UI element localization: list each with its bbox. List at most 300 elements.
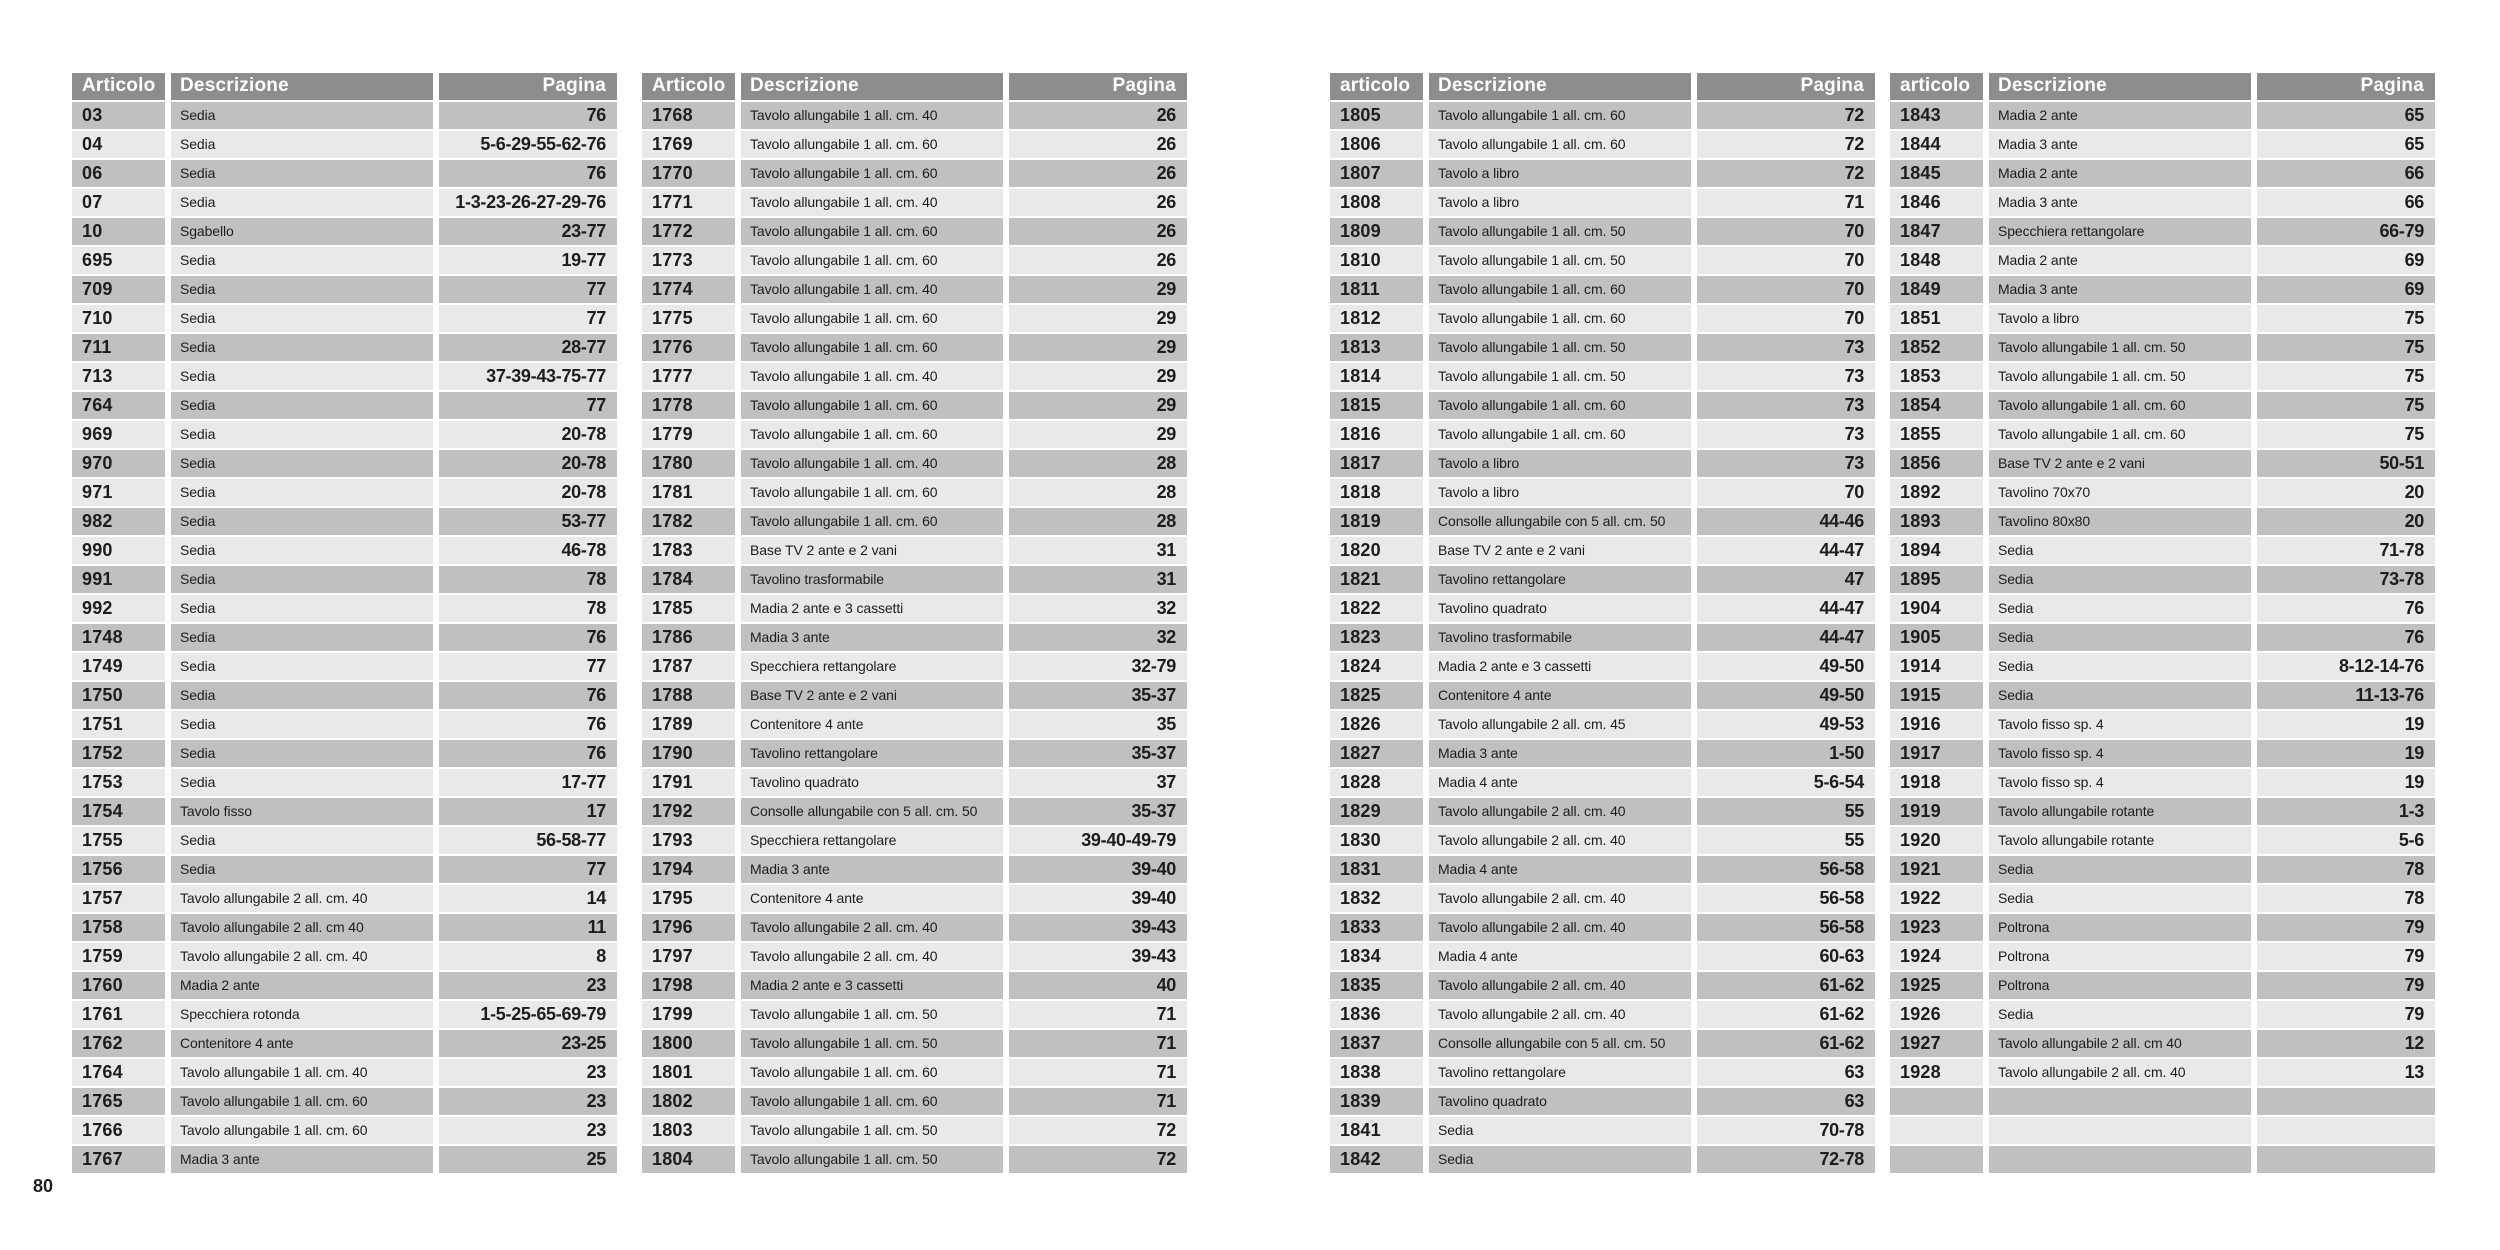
cell-descrizione: Madia 3 ante (171, 1146, 433, 1173)
cell-articolo: 1775 (642, 305, 735, 332)
cell-descrizione: Tavolo allungabile 1 all. cm. 60 (741, 247, 1003, 274)
cell-descrizione: Sedia (171, 363, 433, 390)
cell-descrizione: Madia 3 ante (741, 624, 1003, 651)
cell-articolo: 1771 (642, 189, 735, 216)
cell-descrizione: Poltrona (1989, 943, 2251, 970)
cell-pagina: 78 (439, 595, 617, 622)
cell-descrizione: Tavolo allungabile 1 all. cm. 60 (171, 1117, 433, 1144)
cell-descrizione: Tavolo allungabile 1 all. cm. 50 (741, 1030, 1003, 1057)
cell-descrizione: Poltrona (1989, 972, 2251, 999)
cell-descrizione: Tavolo allungabile 1 all. cm. 40 (741, 363, 1003, 390)
cell-pagina: 8-12-14-76 (2257, 653, 2435, 680)
cell-pagina: 5-6-54 (1697, 769, 1875, 796)
cell-articolo: 1783 (642, 537, 735, 564)
cell-descrizione: Tavolo allungabile 1 all. cm. 40 (171, 1059, 433, 1086)
cell-articolo: 1797 (642, 943, 735, 970)
cell-pagina: 70 (1697, 218, 1875, 245)
cell-pagina: 73 (1697, 421, 1875, 448)
cell-descrizione: Tavolo a libro (1429, 189, 1691, 216)
cell-descrizione: Sedia (171, 769, 433, 796)
cell-pagina: 25 (439, 1146, 617, 1173)
cell-articolo: 1831 (1330, 856, 1423, 883)
cell-descrizione: Madia 2 ante (1989, 102, 2251, 129)
cell-descrizione: Tavolo fisso sp. 4 (1989, 740, 2251, 767)
cell-descrizione: Consolle allungabile con 5 all. cm. 50 (1429, 1030, 1691, 1057)
cell-descrizione: Tavolo allungabile 1 all. cm. 40 (741, 450, 1003, 477)
cell-pagina: 71 (1009, 1030, 1187, 1057)
cell-articolo (1890, 1117, 1983, 1144)
cell-pagina: 8 (439, 943, 617, 970)
cell-pagina: 37-39-43-75-77 (439, 363, 617, 390)
cell-articolo: 1794 (642, 856, 735, 883)
cell-descrizione: Tavolo allungabile 2 all. cm. 40 (171, 943, 433, 970)
cell-articolo: 1836 (1330, 1001, 1423, 1028)
cell-articolo: 1751 (72, 711, 165, 738)
cell-descrizione: Sedia (171, 334, 433, 361)
cell-pagina: 72 (1697, 160, 1875, 187)
cell-pagina: 79 (2257, 1001, 2435, 1028)
cell-descrizione: Sedia (1989, 624, 2251, 651)
cell-pagina: 23 (439, 1117, 617, 1144)
cell-descrizione: Poltrona (1989, 914, 2251, 941)
cell-descrizione: Sedia (171, 160, 433, 187)
cell-pagina: 40 (1009, 972, 1187, 999)
column-header-pagina: Pagina (1009, 73, 1187, 100)
cell-descrizione: Tavolo allungabile 1 all. cm. 50 (1429, 247, 1691, 274)
cell-articolo: 1784 (642, 566, 735, 593)
cell-pagina: 20-78 (439, 421, 617, 448)
cell-pagina: 19 (2257, 711, 2435, 738)
cell-pagina: 23-25 (439, 1030, 617, 1057)
cell-pagina: 31 (1009, 537, 1187, 564)
cell-articolo: 970 (72, 450, 165, 477)
cell-pagina: 73 (1697, 450, 1875, 477)
cell-pagina: 70-78 (1697, 1117, 1875, 1144)
cell-pagina: 49-53 (1697, 711, 1875, 738)
cell-pagina: 20-78 (439, 479, 617, 506)
cell-articolo: 1759 (72, 943, 165, 970)
cell-descrizione: Sedia (171, 479, 433, 506)
cell-pagina: 76 (2257, 624, 2435, 651)
cell-descrizione: Madia 4 ante (1429, 943, 1691, 970)
cell-pagina: 32 (1009, 624, 1187, 651)
cell-descrizione: Tavolo a libro (1429, 479, 1691, 506)
cell-pagina: 72 (1009, 1146, 1187, 1173)
cell-descrizione: Tavolo allungabile 1 all. cm. 50 (1429, 218, 1691, 245)
cell-pagina: 29 (1009, 363, 1187, 390)
cell-descrizione: Madia 2 ante e 3 cassetti (741, 972, 1003, 999)
cell-descrizione: Tavolo allungabile 2 all. cm. 40 (741, 914, 1003, 941)
cell-descrizione: Tavolino quadrato (741, 769, 1003, 796)
cell-articolo: 10 (72, 218, 165, 245)
cell-pagina: 75 (2257, 421, 2435, 448)
cell-articolo: 1762 (72, 1030, 165, 1057)
cell-pagina: 70 (1697, 305, 1875, 332)
cell-pagina: 66 (2257, 160, 2435, 187)
cell-descrizione: Sedia (171, 305, 433, 332)
cell-articolo: 1754 (72, 798, 165, 825)
cell-descrizione: Tavolo allungabile 2 all. cm 40 (171, 914, 433, 941)
cell-pagina: 5-6 (2257, 827, 2435, 854)
cell-descrizione: Tavolo allungabile 1 all. cm. 50 (741, 1117, 1003, 1144)
cell-pagina: 61-62 (1697, 972, 1875, 999)
cell-articolo: 1922 (1890, 885, 1983, 912)
cell-articolo: 1826 (1330, 711, 1423, 738)
cell-pagina: 35-37 (1009, 682, 1187, 709)
cell-pagina: 71 (1009, 1059, 1187, 1086)
cell-descrizione: Tavolo allungabile 1 all. cm. 60 (1989, 421, 2251, 448)
cell-articolo: 1918 (1890, 769, 1983, 796)
cell-articolo: 709 (72, 276, 165, 303)
cell-articolo: 1832 (1330, 885, 1423, 912)
cell-descrizione: Sedia (1429, 1146, 1691, 1173)
cell-articolo: 1821 (1330, 566, 1423, 593)
cell-articolo: 1816 (1330, 421, 1423, 448)
cell-articolo (1890, 1088, 1983, 1115)
cell-descrizione: Tavolo allungabile 1 all. cm. 40 (741, 276, 1003, 303)
cell-articolo: 1807 (1330, 160, 1423, 187)
cell-descrizione (1989, 1088, 2251, 1115)
cell-pagina: 5-6-29-55-62-76 (439, 131, 617, 158)
cell-articolo: 1817 (1330, 450, 1423, 477)
cell-descrizione: Sedia (1989, 885, 2251, 912)
cell-descrizione: Tavolo allungabile 1 all. cm. 50 (1989, 334, 2251, 361)
cell-pagina: 1-3-23-26-27-29-76 (439, 189, 617, 216)
cell-pagina: 79 (2257, 972, 2435, 999)
cell-pagina: 39-40 (1009, 885, 1187, 912)
cell-descrizione: Tavolino rettangolare (1429, 566, 1691, 593)
cell-pagina: 75 (2257, 334, 2435, 361)
cell-pagina: 44-47 (1697, 595, 1875, 622)
cell-descrizione: Tavolo fisso sp. 4 (1989, 769, 2251, 796)
cell-pagina: 26 (1009, 247, 1187, 274)
cell-descrizione: Sedia (1989, 682, 2251, 709)
cell-pagina: 71 (1009, 1088, 1187, 1115)
cell-articolo: 1834 (1330, 943, 1423, 970)
cell-pagina: 19-77 (439, 247, 617, 274)
cell-descrizione: Base TV 2 ante e 2 vani (1989, 450, 2251, 477)
cell-descrizione: Madia 2 ante e 3 cassetti (741, 595, 1003, 622)
cell-articolo: 1824 (1330, 653, 1423, 680)
cell-pagina: 56-58 (1697, 914, 1875, 941)
cell-pagina: 53-77 (439, 508, 617, 535)
cell-articolo: 1848 (1890, 247, 1983, 274)
cell-articolo: 1835 (1330, 972, 1423, 999)
index-table-1 (72, 73, 617, 1173)
cell-articolo: 1905 (1890, 624, 1983, 651)
cell-articolo: 1923 (1890, 914, 1983, 941)
cell-descrizione: Sedia (171, 740, 433, 767)
cell-pagina: 26 (1009, 131, 1187, 158)
cell-descrizione: Sedia (171, 711, 433, 738)
cell-descrizione: Sedia (171, 653, 433, 680)
cell-pagina: 49-50 (1697, 682, 1875, 709)
cell-articolo: 1843 (1890, 102, 1983, 129)
cell-descrizione: Tavolo allungabile 1 all. cm. 60 (741, 334, 1003, 361)
cell-articolo: 1822 (1330, 595, 1423, 622)
cell-articolo: 1778 (642, 392, 735, 419)
cell-pagina: 56-58-77 (439, 827, 617, 854)
cell-articolo: 1925 (1890, 972, 1983, 999)
cell-descrizione: Tavolino rettangolare (741, 740, 1003, 767)
cell-pagina: 77 (439, 276, 617, 303)
index-table-3 (1330, 73, 1875, 1173)
cell-pagina: 26 (1009, 189, 1187, 216)
cell-pagina: 29 (1009, 421, 1187, 448)
cell-pagina: 71 (1009, 1001, 1187, 1028)
cell-pagina (2257, 1117, 2435, 1144)
cell-articolo: 1904 (1890, 595, 1983, 622)
cell-pagina: 65 (2257, 102, 2435, 129)
cell-articolo: 1757 (72, 885, 165, 912)
cell-descrizione: Sedia (171, 566, 433, 593)
column-header-descrizione: Descrizione (741, 73, 1003, 100)
cell-pagina: 1-50 (1697, 740, 1875, 767)
cell-articolo: 1814 (1330, 363, 1423, 390)
cell-articolo: 1917 (1890, 740, 1983, 767)
cell-pagina: 31 (1009, 566, 1187, 593)
cell-descrizione: Sedia (171, 421, 433, 448)
cell-pagina: 76 (439, 682, 617, 709)
cell-articolo: 1810 (1330, 247, 1423, 274)
cell-articolo: 1828 (1330, 769, 1423, 796)
cell-descrizione: Sedia (171, 856, 433, 883)
cell-pagina: 39-43 (1009, 914, 1187, 941)
cell-pagina: 29 (1009, 334, 1187, 361)
cell-descrizione: Contenitore 4 ante (741, 711, 1003, 738)
cell-descrizione: Tavolo allungabile 1 all. cm. 60 (741, 508, 1003, 535)
cell-articolo: 1838 (1330, 1059, 1423, 1086)
cell-pagina: 1-3 (2257, 798, 2435, 825)
cell-pagina: 29 (1009, 305, 1187, 332)
cell-pagina: 61-62 (1697, 1030, 1875, 1057)
cell-articolo: 1915 (1890, 682, 1983, 709)
cell-pagina: 69 (2257, 276, 2435, 303)
cell-pagina: 77 (439, 856, 617, 883)
page-number: 80 (33, 1176, 54, 1196)
cell-articolo: 1758 (72, 914, 165, 941)
cell-descrizione: Tavolo allungabile 2 all. cm. 40 (1429, 1001, 1691, 1028)
cell-articolo: 1776 (642, 334, 735, 361)
cell-articolo: 1841 (1330, 1117, 1423, 1144)
cell-pagina: 23 (439, 1088, 617, 1115)
cell-articolo: 1793 (642, 827, 735, 854)
column-header-pagina: Pagina (2257, 73, 2435, 100)
cell-pagina: 71 (1697, 189, 1875, 216)
cell-articolo: 764 (72, 392, 165, 419)
cell-pagina: 72 (1009, 1117, 1187, 1144)
cell-descrizione: Tavolo allungabile 2 all. cm. 40 (1429, 885, 1691, 912)
cell-articolo: 992 (72, 595, 165, 622)
cell-descrizione: Sedia (171, 682, 433, 709)
cell-descrizione: Specchiera rettangolare (741, 653, 1003, 680)
cell-articolo: 1788 (642, 682, 735, 709)
cell-pagina: 72-78 (1697, 1146, 1875, 1173)
cell-pagina: 66 (2257, 189, 2435, 216)
cell-descrizione: Tavolo allungabile 1 all. cm. 50 (741, 1001, 1003, 1028)
cell-descrizione: Tavolo allungabile 1 all. cm. 60 (741, 1088, 1003, 1115)
cell-pagina: 26 (1009, 102, 1187, 129)
cell-pagina: 13 (2257, 1059, 2435, 1086)
cell-descrizione: Sedia (1989, 537, 2251, 564)
cell-articolo: 1916 (1890, 711, 1983, 738)
cell-descrizione: Tavolo allungabile 2 all. cm. 40 (741, 943, 1003, 970)
cell-descrizione: Tavolo allungabile 2 all. cm. 40 (1429, 827, 1691, 854)
cell-articolo: 1791 (642, 769, 735, 796)
cell-descrizione: Madia 2 ante e 3 cassetti (1429, 653, 1691, 680)
cell-articolo: 1803 (642, 1117, 735, 1144)
cell-pagina: 70 (1697, 276, 1875, 303)
cell-descrizione: Tavolino trasformabile (741, 566, 1003, 593)
cell-pagina: 55 (1697, 798, 1875, 825)
cell-articolo: 1813 (1330, 334, 1423, 361)
cell-descrizione: Tavolo allungabile 2 all. cm 40 (1989, 1030, 2251, 1057)
cell-descrizione: Tavolo allungabile 2 all. cm. 40 (1989, 1059, 2251, 1086)
cell-articolo: 1842 (1330, 1146, 1423, 1173)
column-header-descrizione: Descrizione (1429, 73, 1691, 100)
cell-pagina: 78 (2257, 885, 2435, 912)
cell-articolo: 1833 (1330, 914, 1423, 941)
cell-articolo: 1796 (642, 914, 735, 941)
cell-articolo: 1894 (1890, 537, 1983, 564)
cell-articolo: 1756 (72, 856, 165, 883)
cell-articolo: 969 (72, 421, 165, 448)
cell-descrizione: Sedia (171, 537, 433, 564)
cell-descrizione: Base TV 2 ante e 2 vani (741, 682, 1003, 709)
cell-descrizione: Tavolo allungabile 2 all. cm. 40 (1429, 914, 1691, 941)
cell-pagina: 39-40 (1009, 856, 1187, 883)
cell-descrizione: Madia 4 ante (1429, 769, 1691, 796)
cell-descrizione: Sedia (171, 392, 433, 419)
cell-descrizione: Tavolo allungabile 1 all. cm. 50 (1429, 363, 1691, 390)
cell-articolo: 1847 (1890, 218, 1983, 245)
cell-articolo: 1768 (642, 102, 735, 129)
cell-articolo: 1837 (1330, 1030, 1423, 1057)
cell-descrizione: Tavolino quadrato (1429, 1088, 1691, 1115)
cell-pagina: 28 (1009, 508, 1187, 535)
cell-pagina: 23-77 (439, 218, 617, 245)
cell-pagina: 73 (1697, 363, 1875, 390)
cell-descrizione: Sedia (171, 102, 433, 129)
cell-descrizione: Tavolo allungabile 2 all. cm. 40 (171, 885, 433, 912)
cell-articolo: 1927 (1890, 1030, 1983, 1057)
cell-pagina: 47 (1697, 566, 1875, 593)
cell-articolo: 1893 (1890, 508, 1983, 535)
cell-pagina: 29 (1009, 276, 1187, 303)
cell-pagina: 29 (1009, 392, 1187, 419)
cell-pagina: 65 (2257, 131, 2435, 158)
cell-descrizione: Sedia (171, 450, 433, 477)
cell-articolo: 1792 (642, 798, 735, 825)
cell-articolo: 1919 (1890, 798, 1983, 825)
cell-descrizione: Tavolo allungabile 1 all. cm. 60 (741, 218, 1003, 245)
cell-descrizione: Sedia (1989, 595, 2251, 622)
cell-articolo: 1767 (72, 1146, 165, 1173)
cell-articolo: 1772 (642, 218, 735, 245)
cell-descrizione: Specchiera rotonda (171, 1001, 433, 1028)
cell-articolo: 1779 (642, 421, 735, 448)
cell-descrizione: Tavolo allungabile rotante (1989, 827, 2251, 854)
cell-descrizione: Tavolo allungabile 1 all. cm. 60 (1429, 305, 1691, 332)
cell-descrizione: Sedia (171, 508, 433, 535)
cell-articolo: 06 (72, 160, 165, 187)
cell-pagina: 72 (1697, 102, 1875, 129)
cell-pagina: 23 (439, 972, 617, 999)
cell-descrizione: Tavolino 80x80 (1989, 508, 2251, 535)
cell-pagina: 76 (439, 160, 617, 187)
cell-articolo: 1800 (642, 1030, 735, 1057)
cell-articolo: 1825 (1330, 682, 1423, 709)
cell-pagina: 39-43 (1009, 943, 1187, 970)
cell-articolo: 1799 (642, 1001, 735, 1028)
cell-pagina: 35 (1009, 711, 1187, 738)
cell-pagina: 19 (2257, 740, 2435, 767)
cell-articolo: 07 (72, 189, 165, 216)
cell-descrizione: Tavolo allungabile 1 all. cm. 60 (741, 479, 1003, 506)
cell-pagina: 79 (2257, 943, 2435, 970)
cell-descrizione (1989, 1117, 2251, 1144)
cell-descrizione: Tavolo allungabile 1 all. cm. 60 (1429, 276, 1691, 303)
cell-pagina: 11-13-76 (2257, 682, 2435, 709)
cell-articolo: 1755 (72, 827, 165, 854)
cell-articolo: 1819 (1330, 508, 1423, 535)
cell-descrizione: Consolle allungabile con 5 all. cm. 50 (1429, 508, 1691, 535)
cell-articolo: 991 (72, 566, 165, 593)
cell-articolo: 1790 (642, 740, 735, 767)
cell-articolo: 1920 (1890, 827, 1983, 854)
cell-articolo: 1855 (1890, 421, 1983, 448)
cell-articolo: 711 (72, 334, 165, 361)
cell-descrizione: Madia 3 ante (1989, 276, 2251, 303)
cell-descrizione: Tavolo allungabile 1 all. cm. 60 (741, 421, 1003, 448)
cell-descrizione: Tavolo allungabile 2 all. cm. 45 (1429, 711, 1691, 738)
index-table-4 (1890, 73, 2435, 1173)
cell-articolo: 1846 (1890, 189, 1983, 216)
cell-descrizione: Sedia (171, 276, 433, 303)
cell-pagina: 70 (1697, 479, 1875, 506)
cell-descrizione: Tavolo allungabile 1 all. cm. 60 (1429, 102, 1691, 129)
cell-descrizione: Tavolo allungabile 1 all. cm. 60 (1989, 392, 2251, 419)
cell-articolo: 1805 (1330, 102, 1423, 129)
cell-articolo: 713 (72, 363, 165, 390)
cell-descrizione: Sedia (1989, 653, 2251, 680)
cell-descrizione: Madia 2 ante (171, 972, 433, 999)
cell-pagina: 17-77 (439, 769, 617, 796)
cell-pagina: 35-37 (1009, 798, 1187, 825)
cell-pagina: 79 (2257, 914, 2435, 941)
cell-descrizione: Tavolo allungabile rotante (1989, 798, 2251, 825)
cell-descrizione: Tavolo allungabile 1 all. cm. 60 (1429, 392, 1691, 419)
cell-pagina: 17 (439, 798, 617, 825)
cell-articolo: 1809 (1330, 218, 1423, 245)
cell-descrizione: Tavolo fisso sp. 4 (1989, 711, 2251, 738)
cell-descrizione: Madia 4 ante (1429, 856, 1691, 883)
column-header-descrizione: Descrizione (1989, 73, 2251, 100)
cell-descrizione: Sedia (1989, 1001, 2251, 1028)
cell-descrizione: Madia 2 ante (1989, 160, 2251, 187)
cell-articolo: 1789 (642, 711, 735, 738)
cell-pagina: 75 (2257, 363, 2435, 390)
cell-articolo: 1761 (72, 1001, 165, 1028)
cell-articolo: 1802 (642, 1088, 735, 1115)
cell-articolo: 1921 (1890, 856, 1983, 883)
cell-articolo: 1830 (1330, 827, 1423, 854)
cell-descrizione: Tavolo allungabile 1 all. cm. 60 (1429, 421, 1691, 448)
cell-pagina: 39-40-49-79 (1009, 827, 1187, 854)
cell-descrizione: Tavolo allungabile 2 all. cm. 40 (1429, 798, 1691, 825)
cell-articolo: 1769 (642, 131, 735, 158)
cell-pagina: 75 (2257, 392, 2435, 419)
